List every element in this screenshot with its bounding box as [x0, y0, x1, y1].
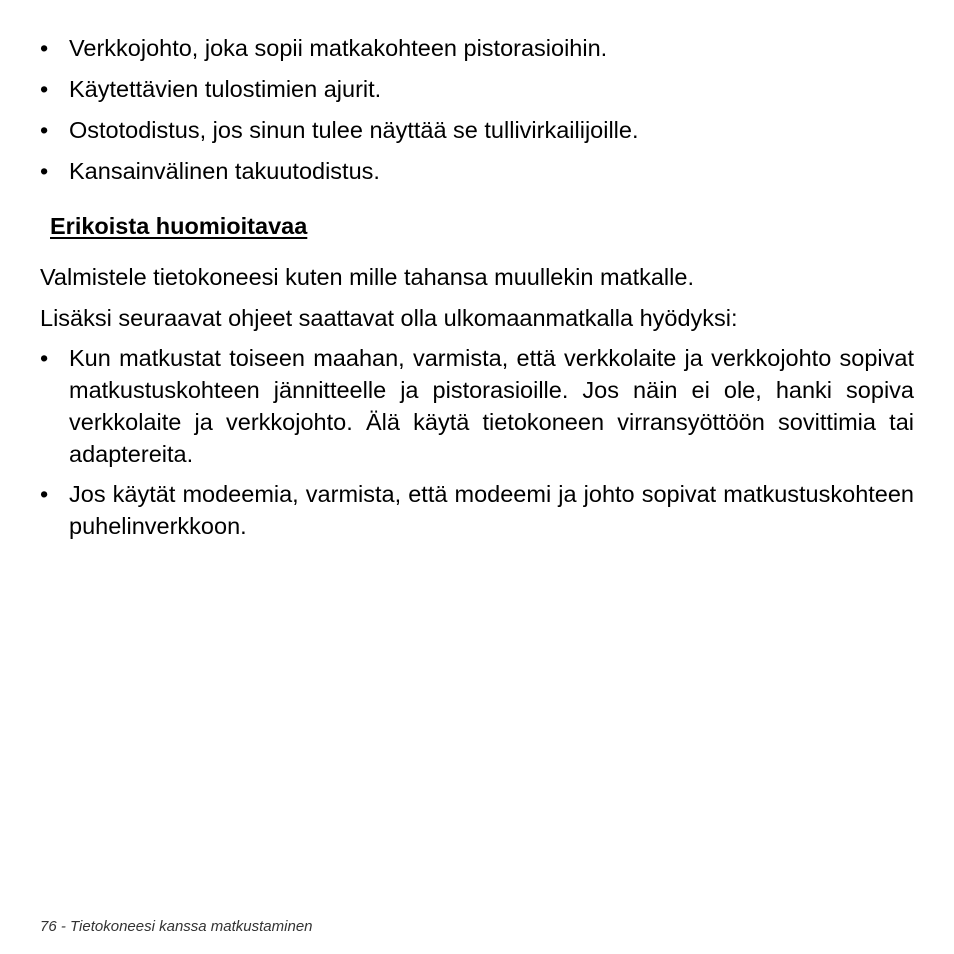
- list-item: [40, 342, 914, 470]
- bullet-icon: •: [40, 158, 49, 184]
- list-item-text: Kansainvälinen takuutodistus.: [69, 158, 380, 184]
- bullet-icon: •: [40, 481, 49, 507]
- packing-list: [40, 32, 914, 196]
- travel-tips-list: [40, 342, 914, 550]
- page-footer: 76 - Tietokoneesi kanssa matkustaminen: [40, 918, 313, 935]
- list-item-text: Verkkojohto, joka sopii matkakohteen pistorasioihin.: [69, 35, 608, 61]
- list-item: [40, 478, 914, 542]
- list-item-text: Jos käytät modeemia, varmista, että modeemi ja johto sopivat matkustuskohteen puhelinverkkoon.: [69, 481, 914, 539]
- list-item: [40, 114, 914, 146]
- paragraph: Valmistele tietokoneesi kuten mille tahansa muullekin matkalle.: [40, 264, 694, 290]
- list-item: [40, 155, 914, 187]
- list-item: [40, 32, 914, 64]
- bullet-icon: •: [40, 35, 49, 61]
- paragraph: Lisäksi seuraavat ohjeet saattavat olla ulkomaanmatkalla hyödyksi:: [40, 305, 738, 331]
- list-item: [40, 73, 914, 105]
- list-item-text: Käytettävien tulostimien ajurit.: [69, 76, 382, 102]
- bullet-icon: •: [40, 117, 49, 143]
- list-item-text: Ostotodistus, jos sinun tulee näyttää se tullivirkailijoille.: [69, 117, 639, 143]
- bullet-icon: •: [40, 76, 49, 102]
- bullet-icon: •: [40, 345, 49, 371]
- section-heading: Erikoista huomioitavaa: [50, 213, 308, 239]
- list-item-text: Kun matkustat toiseen maahan, varmista, että verkkolaite ja verkkojohto sopivat matkustuskohteen jännitteelle ja pistorasioille. Jos näin ei ole, hanki sopiva verkkolaite ja verkkojohto. Älä käytä tietokoneen virransyöttöön sovittimia tai adaptereita.: [69, 345, 914, 467]
